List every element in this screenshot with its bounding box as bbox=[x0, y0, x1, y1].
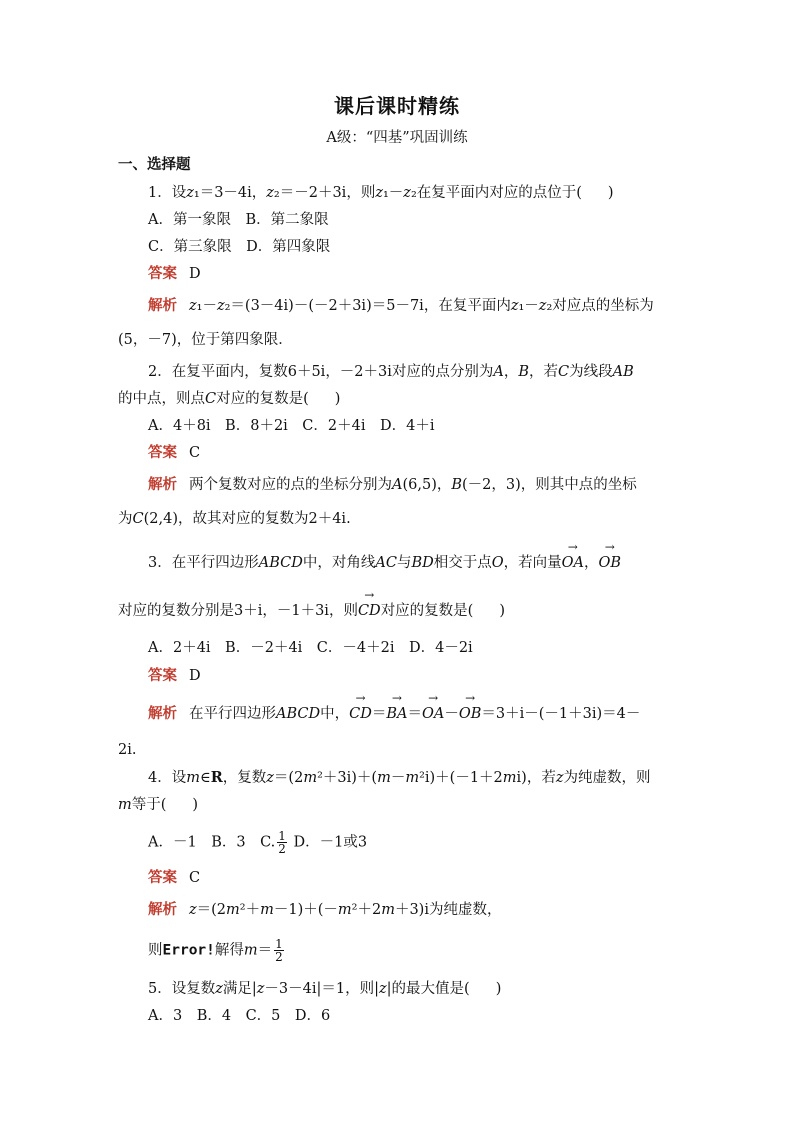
q1-options-row1: A．第一象限 B．第二象限 bbox=[148, 212, 329, 228]
answer-label: 答案 bbox=[148, 667, 177, 684]
answer-label: 答案 bbox=[148, 265, 177, 282]
answer-label: 答案 bbox=[148, 444, 177, 461]
q5-options: A．3 B．4 C．5 D．6 bbox=[148, 1008, 331, 1024]
q1-stem: 1．设z₁＝3－4i，z₂＝－2＋3i，则z₁－z₂在复平面内对应的点位于( ) bbox=[148, 185, 614, 201]
vector-ob: → OB bbox=[459, 704, 482, 724]
vector-oa: → OA bbox=[422, 704, 444, 724]
explain-label: 解析 bbox=[148, 476, 177, 493]
q3-options: A．2＋4i B．－2＋4i C．－4＋2i D．4－2i bbox=[148, 640, 473, 656]
explain-label: 解析 bbox=[148, 705, 177, 722]
q2-options: A．4＋8i B．8＋2i C．2＋4i D．4＋i bbox=[148, 418, 435, 434]
q2-explanation-line2: 为C(2,4)，故其对应的复数为2＋4i. bbox=[118, 511, 351, 527]
vector-ob: → OB bbox=[598, 553, 621, 573]
q3-explanation-line2: 2i. bbox=[118, 742, 137, 758]
answer-label: 答案 bbox=[148, 869, 177, 886]
q4-stem-line2: m等于( ) bbox=[118, 797, 199, 813]
q4-stem-line1: 4．设m∈R，复数z＝(2m²＋3i)＋(m－m²i)＋(－1＋2mi)，若z为纯虚数，则 bbox=[148, 769, 651, 786]
q4-explanation-line2: 则Error!解得m＝ $\frac{1}{2}$ bbox=[148, 937, 283, 964]
fraction-one-half: $\frac{1}{2}$ bbox=[278, 829, 286, 856]
q3-stem-line1: 3．在平行四边形ABCD中，对角线AC与BD相交于点O，若向量→ OA，→ OB bbox=[148, 553, 621, 573]
explain-label: 解析 bbox=[148, 297, 177, 314]
q1-explanation-line1: 解析 z₁－z₂＝(3－4i)－(－2＋3i)＝5－7i，在复平面内z₁－z₂对应点的坐标为 bbox=[148, 297, 654, 314]
q3-explanation-line1: 解析 在平行四边形ABCD中，→ CD＝→ BA＝→ OA－→ OB＝3＋i－(－1＋3i)＝4－ bbox=[148, 704, 640, 724]
page-title: 课后课时精练 bbox=[334, 94, 460, 118]
q5-stem: 5．设复数z满足|z－3－4i|＝1，则|z|的最大值是( ) bbox=[148, 981, 502, 997]
q4-options: A．－1 B．3 C. $\frac{1}{2}$ D．－1或3 bbox=[148, 829, 368, 856]
vector-ba: → BA bbox=[386, 704, 407, 724]
q4-answer: 答案 C bbox=[148, 869, 201, 886]
q4-explanation-line1: 解析 z＝(2m²＋m－1)＋(－m²＋2m＋3)i为纯虚数， bbox=[148, 901, 502, 918]
q1-options-row2: C．第三象限 D．第四象限 bbox=[148, 239, 331, 255]
q2-stem-line1: 2．在复平面内，复数6＋5i，－2＋3i对应的点分别为A，B，若C为线段AB bbox=[148, 364, 634, 380]
section-heading: 一、选择题 bbox=[118, 156, 191, 173]
q2-stem-line2: 的中点，则点C对应的复数是( ) bbox=[118, 391, 341, 407]
q1-answer: 答案 D bbox=[148, 265, 201, 282]
explain-label: 解析 bbox=[148, 901, 177, 918]
q1-explanation-line2: (5，－7)，位于第四象限． bbox=[118, 332, 293, 348]
vector-cd: → CD bbox=[358, 601, 381, 621]
q2-explanation-line1: 解析 两个复数对应的点的坐标分别为A(6,5)，B(－2，3)，则其中点的坐标 bbox=[148, 476, 637, 493]
fraction-one-half: $\frac{1}{2}$ bbox=[275, 937, 283, 964]
vector-oa: → OA bbox=[562, 553, 584, 573]
vector-cd: → CD bbox=[349, 704, 372, 724]
q3-answer: 答案 D bbox=[148, 667, 201, 684]
q3-stem-line2: 对应的复数分别是3＋i，－1＋3i，则→ CD对应的复数是( ) bbox=[118, 601, 505, 621]
q2-answer: 答案 C bbox=[148, 444, 201, 461]
page-subtitle: A级：“四基”巩固训练 bbox=[326, 130, 468, 146]
